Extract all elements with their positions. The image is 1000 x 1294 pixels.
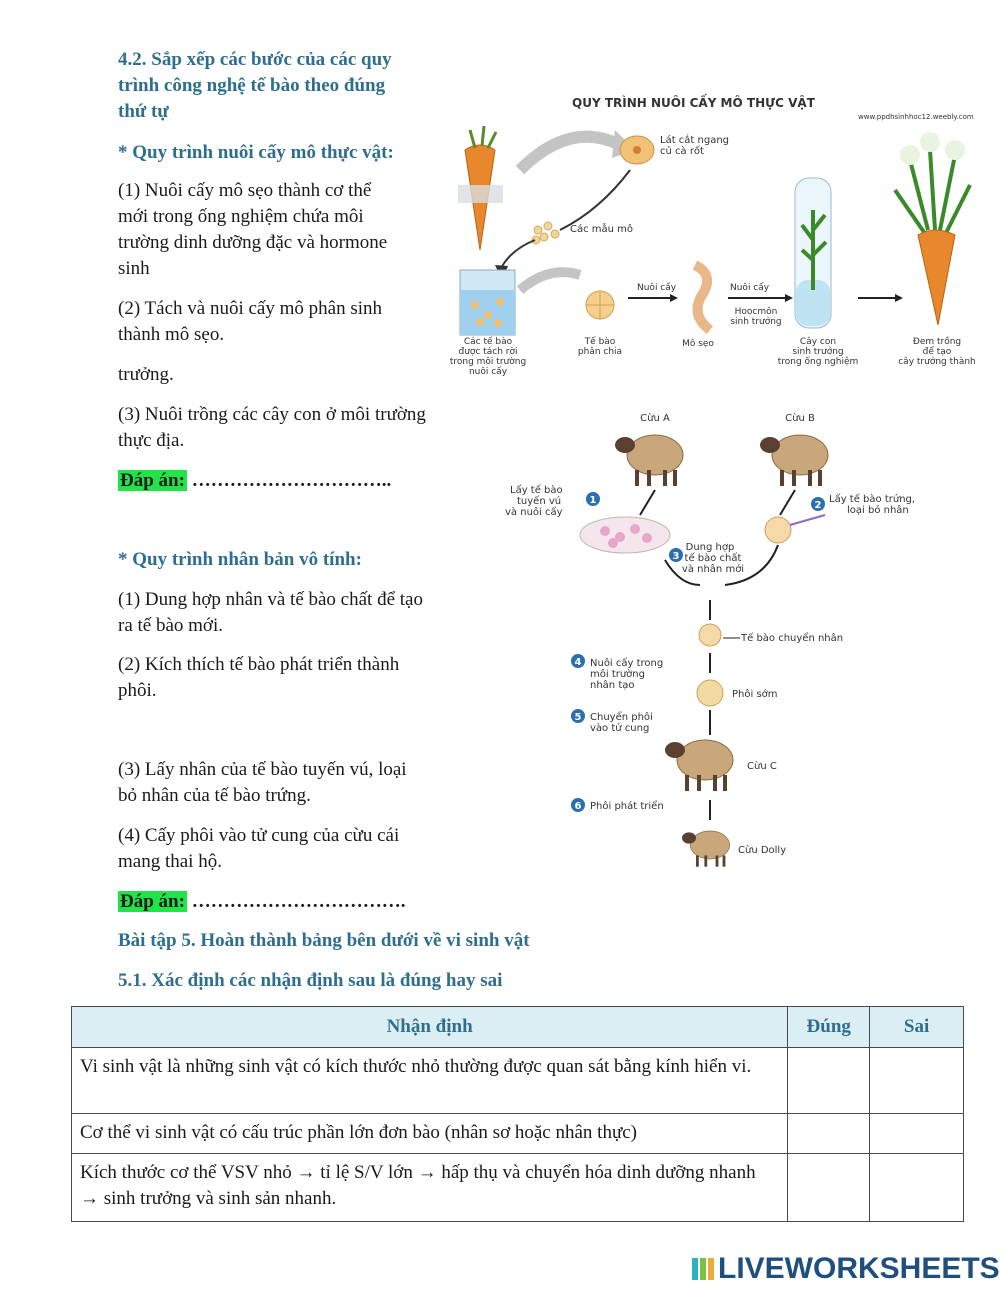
carrot-icon: [458, 126, 503, 250]
petri-dish-icon: [580, 517, 670, 553]
svg-text:vào tử cung: vào tử cung: [590, 723, 650, 734]
answer-label: Đáp án:: [120, 891, 185, 912]
clone-step3-line2: bỏ nhân của tế bào trứng.: [118, 785, 311, 806]
clone-step1-line1: (1) Dung hợp nhân và tế bào chất để tạo: [118, 589, 423, 610]
liveworksheets-brand[interactable]: LIVEWORKSHEETS: [718, 1252, 1000, 1285]
svg-text:được tách rời: được tách rời: [458, 347, 518, 357]
liveworksheets-logo-icon: [692, 1258, 714, 1280]
svg-text:Nuôi cấy: Nuôi cấy: [730, 283, 770, 293]
svg-text:Các mẫu mô: Các mẫu mô: [570, 224, 634, 235]
sheep-a-icon: [615, 435, 683, 486]
svg-text:nuôi cấy: nuôi cấy: [468, 367, 508, 377]
diagram-title: QUY TRÌNH NUÔI CẤY MÔ THỰC VẬT: [572, 96, 815, 110]
svg-text:trong môi trường: trong môi trường: [449, 357, 527, 367]
egg-cell-icon: [765, 517, 791, 543]
statement-cell: Cơ thể vi sinh vật có cấu trúc phần lớn đơn bào (nhân sơ hoặc nhân thực): [72, 1114, 788, 1154]
svg-text:Cây con: Cây con: [799, 337, 837, 347]
arrow-icon: [520, 137, 620, 170]
sheep-b-icon: [760, 435, 828, 486]
plant-step2-line3: trưởng.: [118, 364, 174, 385]
svg-text:Cừu A: Cừu A: [640, 413, 670, 424]
plant-step1-line4: sinh: [118, 258, 150, 279]
table-row: [72, 1114, 964, 1154]
svg-text:Lấy tế bào: Lấy tế bào: [510, 485, 563, 496]
clone-step1-line2: ra tế bào mới.: [118, 615, 224, 636]
statements-table: [71, 1006, 964, 1222]
svg-text:tuyến vú: tuyến vú: [517, 496, 562, 507]
svg-text:môi trường: môi trường: [590, 669, 645, 680]
clone-heading: * Quy trình nhân bản vô tính:: [118, 549, 362, 570]
svg-text:Nuôi cấy: Nuôi cấy: [637, 283, 677, 293]
clone-step2-line2: phôi.: [118, 680, 157, 701]
svg-text:và nuôi cấy: và nuôi cấy: [505, 507, 563, 518]
svg-text:để tạo: để tạo: [922, 347, 952, 357]
svg-text:Lấy tế bào trứng,: Lấy tế bào trứng,: [829, 494, 916, 505]
table-row: [72, 1048, 964, 1114]
svg-text:trong ống nghiệm: trong ống nghiệm: [777, 357, 859, 367]
early-embryo-icon: [697, 680, 723, 706]
false-checkbox-cell[interactable]: [870, 1048, 964, 1114]
plant-step1-line2: mới trong ống nghiệm chứa môi: [118, 206, 364, 227]
svg-text:nhân tạo: nhân tạo: [590, 680, 635, 691]
table-row: [72, 1154, 964, 1222]
svg-text:3: 3: [672, 551, 680, 562]
svg-text:Cừu Dolly: Cừu Dolly: [738, 845, 787, 856]
svg-text:Hoocmôn: Hoocmôn: [734, 307, 778, 317]
svg-text:5: 5: [574, 712, 582, 723]
true-checkbox-cell[interactable]: [788, 1048, 870, 1114]
clone-step4-line2: mang thai hộ.: [118, 851, 222, 872]
svg-text:Mô sẹo: Mô sẹo: [682, 339, 714, 349]
svg-text:sinh trưởng: sinh trưởng: [792, 347, 844, 357]
svg-text:cây trưởng thành: cây trưởng thành: [898, 357, 976, 367]
plant-step2-line2: thành mô sẹo.: [118, 324, 225, 345]
section-title-line2: trình công nghệ tế bào theo đúng: [118, 75, 386, 96]
plant-step3-line1: (3) Nuôi trồng các cây con ở môi trường: [118, 404, 426, 425]
header-false: Sai: [870, 1007, 964, 1048]
plant-step2-line1: (2) Tách và nuôi cấy mô phân sinh: [118, 298, 382, 319]
section-title-line1: 4.2. Sắp xếp các bước của các quy: [118, 49, 392, 70]
answer-blank[interactable]: …………………………….: [186, 891, 406, 912]
true-checkbox-cell[interactable]: [788, 1154, 870, 1222]
tissue-samples-icon: [532, 222, 559, 244]
table-header-row: [72, 1007, 964, 1048]
section-title-line3: thứ tự: [118, 101, 169, 122]
svg-text:Tế bào: Tế bào: [584, 337, 616, 347]
svg-text:Tế bào chuyển nhân: Tế bào chuyển nhân: [741, 633, 844, 644]
svg-text:Các tế bào: Các tế bào: [463, 337, 513, 347]
exercise5-subtitle: 5.1. Xác định các nhận định sau là đúng hay sai: [118, 970, 503, 991]
svg-text:Cừu C: Cừu C: [747, 761, 777, 772]
svg-text:2: 2: [814, 500, 822, 511]
plant-answer[interactable]: [118, 468, 391, 494]
statement-cell: Vi sinh vật là những sinh vật có kích thước nhỏ thường được quan sát bằng kính hiển vi.: [72, 1048, 788, 1114]
cloning-diagram: [495, 405, 916, 875]
exercise5-title: Bài tập 5. Hoàn thành bảng bên dưới về vi sinh vật: [118, 930, 530, 951]
mature-carrot-plant-icon: [895, 132, 970, 325]
svg-text:Phôi sớm: Phôi sớm: [732, 689, 778, 700]
svg-text:củ cà rốt: củ cà rốt: [660, 146, 704, 157]
statement-cell: Kích thước cơ thể VSV nhỏ → tỉ lệ S/V lớn → hấp thụ và chuyển hóa dinh dưỡng nhanh → sinh trưởng và sinh sản nhanh.: [72, 1154, 788, 1222]
plant-step1-line1: (1) Nuôi cấy mô sẹo thành cơ thể: [118, 180, 372, 201]
header-statement: Nhận định: [72, 1007, 788, 1048]
false-checkbox-cell[interactable]: [870, 1114, 964, 1154]
answer-label: Đáp án:: [120, 470, 185, 491]
clone-step3-line1: (3) Lấy nhân của tế bào tuyến vú, loại: [118, 759, 407, 780]
plant-tissue-culture-diagram: [440, 90, 985, 390]
svg-text:1: 1: [589, 495, 597, 506]
svg-text:loại bỏ nhân: loại bỏ nhân: [847, 505, 909, 516]
clone-step2-line1: (2) Kích thích tế bào phát triển thành: [118, 654, 400, 675]
plant-step1-line3: trường dinh dưỡng đặc và hormone: [118, 232, 388, 253]
true-checkbox-cell[interactable]: [788, 1114, 870, 1154]
svg-text:sinh trưởng: sinh trưởng: [730, 317, 782, 327]
answer-blank[interactable]: …………………………..: [186, 470, 392, 491]
svg-text:6: 6: [574, 801, 582, 812]
plant-heading: * Quy trình nuôi cấy mô thực vật:: [118, 142, 394, 163]
clone-step4-line1: (4) Cấy phôi vào tử cung của cừu cái: [118, 825, 400, 846]
svg-text:Nuôi cấy trong: Nuôi cấy trong: [590, 658, 664, 669]
svg-text:Chuyển phôi: Chuyển phôi: [590, 712, 653, 723]
svg-text:tế bào chất: tế bào chất: [684, 553, 742, 564]
clone-answer[interactable]: [118, 889, 405, 915]
diagram-source: www.ppdhsinhhoc12.weebly.com: [858, 113, 974, 121]
svg-text:Dung hợp: Dung hợp: [685, 542, 735, 553]
svg-text:Cừu B: Cừu B: [785, 413, 815, 424]
plant-step3-line2: thực địa.: [118, 430, 185, 451]
svg-text:phân chia: phân chia: [577, 347, 623, 357]
transfer-cell-icon: [699, 624, 721, 646]
svg-text:và nhân mới: và nhân mới: [681, 564, 745, 575]
svg-text:4: 4: [574, 657, 582, 668]
svg-text:Lát cắt ngang: Lát cắt ngang: [660, 135, 730, 146]
false-checkbox-cell[interactable]: [870, 1154, 964, 1222]
svg-text:Đem trồng: Đem trồng: [912, 337, 962, 347]
callus-icon: [695, 265, 710, 330]
dolly-lamb-icon: [682, 831, 730, 867]
header-true: Đúng: [788, 1007, 870, 1048]
svg-text:Phôi phát triển: Phôi phát triển: [590, 801, 664, 812]
sheep-c-icon: [665, 740, 733, 791]
